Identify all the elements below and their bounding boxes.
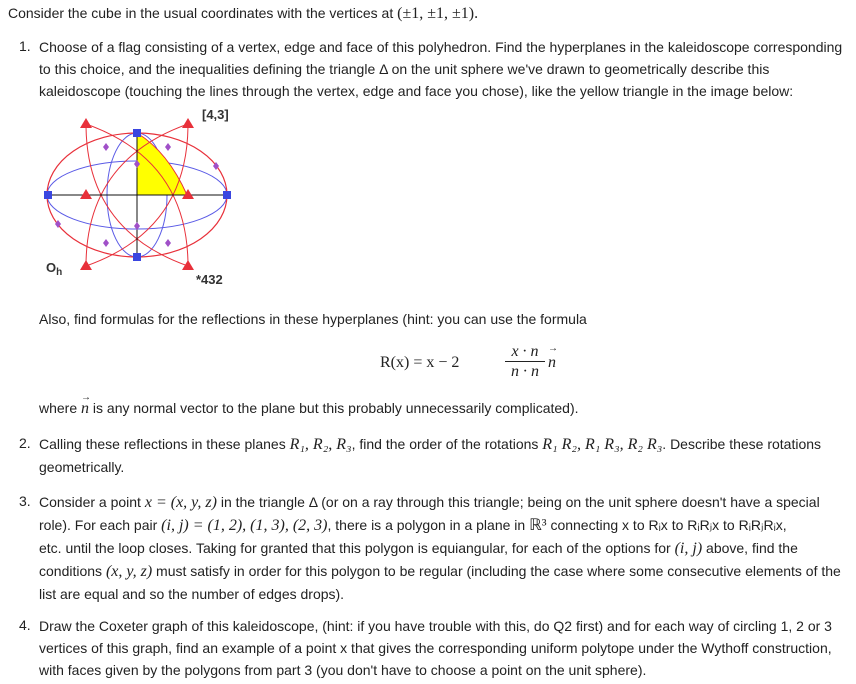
- q1-number: 1.: [19, 38, 31, 54]
- q3-l4-pre: conditions: [39, 563, 103, 579]
- blue-marker-left: [44, 191, 52, 199]
- formula-denominator: n · n: [511, 363, 539, 380]
- q3-l1-pre: Consider a point: [39, 494, 141, 510]
- figure-label-bottom: *432: [196, 272, 223, 287]
- q1-also: Also, find formulas for the reflections in these hyperplanes (hint: you can use the formula: [39, 311, 587, 327]
- intro-text: Consider the cube in the usual coordinates with the vertices at: [8, 5, 394, 21]
- intro-line: [8, 3, 478, 24]
- q2-line1: [39, 436, 821, 452]
- reflection-formula: [380, 342, 580, 392]
- q2-pre: Calling these reflections in these planes: [39, 436, 286, 452]
- q4-number: 4.: [19, 617, 31, 633]
- diamond-marker-4: [165, 239, 171, 247]
- q3-l4-post: must satisfy in order for this polygon to be regular (including the case where some consecutive elements of the: [156, 563, 841, 579]
- q2-math1: R₁, R₂, R₃: [289, 436, 352, 453]
- q2-number: 2.: [19, 435, 31, 451]
- q3-l2-post: connecting x to Rᵢx to RᵢRⱼx to RᵢRⱼRᵢx,: [550, 517, 787, 533]
- q3-l4-math: (x, y, z): [105, 563, 153, 580]
- q3-l1-post: in the triangle Δ (or on a ray through this triangle; being on the unit sphere doesn't have a special: [220, 494, 820, 510]
- q3-l3-post: above, find the: [706, 540, 798, 556]
- intro-math: (±1, ±1, ±1).: [397, 5, 479, 22]
- diamond-marker-3: [103, 239, 109, 247]
- q2-mid: , find the order of the rotations: [351, 436, 539, 452]
- figure-label-left-sub: h: [56, 267, 63, 278]
- diamond-marker-1: [103, 143, 109, 151]
- q3-line5: list are equal and so the number of edges drops).: [39, 586, 345, 602]
- q3-number: 3.: [19, 493, 31, 509]
- q4-text: Draw the Coxeter graph of this kaleidoscope, (hint: if you have trouble with this, do Q2 first) and for each way of circling 1, 2 or 3 vertices of this graph, find an example of a point x that gives the corresponding uniform polytope under the Wythoff construction, with faces given by the polygons from part 3 (you don't have to choose a point on the unit sphere).: [39, 618, 832, 678]
- q3-l3-math: (i, j): [674, 540, 703, 557]
- red-marker-top-right: [182, 118, 194, 128]
- fundamental-triangle: [137, 133, 187, 195]
- q3-l2-math: (i, j) = (1, 2), (1, 3), (2, 3): [161, 517, 328, 534]
- q2-text: [39, 433, 854, 478]
- formula-numerator: x · n: [505, 344, 545, 362]
- q3-line4: [39, 563, 841, 579]
- kaleidoscope-figure: [40, 100, 240, 290]
- q1-where-pre: where: [39, 400, 78, 416]
- q3-l2-pre: role). For each pair: [39, 517, 158, 533]
- q1-text: Choose of a flag consisting of a vertex, edge and face of this polyhedron. Find the hyperplanes in the kaleidoscope corresponding to this choice, and the inequalities defining the triangle Δ on the unit sphere we've drawn to geometrically describe this kaleidoscope (touching the lines through the vertex, edge and face you chose), like the yellow triangle in the image below:: [39, 39, 843, 99]
- q2-post: . Describe these rotations: [662, 436, 822, 452]
- blue-marker-right: [223, 191, 231, 199]
- q3-text: [39, 491, 854, 605]
- figure-label-left: [46, 260, 62, 278]
- red-marker-top-left: [80, 118, 92, 128]
- formula-left: R(x) = x − 2: [380, 354, 460, 371]
- q1-where-post: is any normal vector to the plane but this probably unnecessarily complicated).: [92, 400, 579, 416]
- q1-where: [39, 397, 854, 420]
- blue-marker-bottom: [133, 253, 141, 261]
- q3-line2: [39, 517, 787, 533]
- formula-right: → n: [548, 354, 556, 372]
- blue-marker-top: [133, 129, 141, 137]
- diamond-marker-2: [165, 143, 171, 151]
- q1-where-var: → n: [81, 398, 89, 420]
- formula-fraction: [505, 344, 545, 380]
- q3-line1: [39, 494, 820, 510]
- figure-label-left-main: O: [46, 260, 57, 275]
- q3-l2-R3: ℝ³: [529, 517, 547, 534]
- figure-label-top: [4,3]: [202, 107, 229, 122]
- q3-line3: [39, 540, 798, 556]
- red-marker-mid-left: [80, 189, 92, 199]
- q3-l2-mid: , there is a polygon in a plane in: [327, 517, 526, 533]
- q2-line2: geometrically.: [39, 459, 125, 475]
- q3-l1-math: x = (x, y, z): [144, 494, 217, 511]
- q3-l3-pre: etc. until the loop closes. Taking for granted that this polygon is equiangular, for each of the options for: [39, 540, 671, 556]
- q2-math2: R₁ R₂, R₁ R₃, R₂ R₃: [542, 436, 663, 453]
